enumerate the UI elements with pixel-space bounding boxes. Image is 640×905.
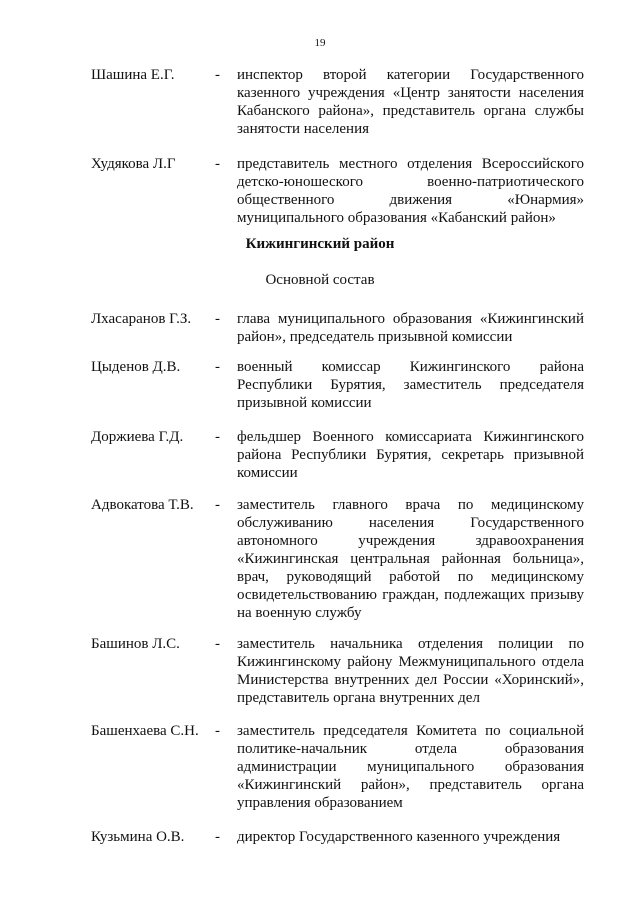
member-description: военный комиссар Кижингинского района Республики Бурятия, заместитель председателя призывной комиссии [237,359,584,411]
member-name: Худякова Л.Г [91,156,176,172]
member-description: фельдшер Военного комиссариата Кижингинского района Республики Бурятия, секретарь призывной комиссии [237,429,584,481]
member-dash: - [215,67,220,83]
member-name: Шашина Е.Г. [91,67,175,83]
section-heading: Кижингинский район [245,236,395,252]
member-dash: - [215,359,220,375]
member-description: директор Государственного казенного учреждения [237,829,561,845]
member-dash: - [215,429,220,445]
member-name: Башенхаева С.Н. [91,723,199,739]
page-number: 19 [314,37,326,49]
member-description: глава муниципального образования «Кижингинский район», председатель призывной комиссии [237,311,584,345]
member-dash: - [215,829,220,845]
member-name: Цыденов Д.В. [91,359,181,375]
member-dash: - [215,311,220,327]
member-name: Лхасаранов Г.З. [91,311,192,327]
member-dash: - [215,723,220,739]
member-dash: - [215,497,220,513]
section-subheading: Основной состав [265,272,375,288]
member-description: представитель местного отделения Всероссийского детско-юношеского военно-патриотического общественного движения «Юнармия» муниципального образования «Кабанский район» [237,156,584,226]
member-description: заместитель начальника отделения полиции по Кижингинскому району Межмуниципального отдела Министерства внутренних дел России «Хоринский», представитель органа внутренних дел [237,636,584,706]
member-description: инспектор второй категории Государственного казенного учреждения «Центр занятости населения Кабанского района», представитель органа службы занятости населения [237,67,584,137]
member-description: заместитель председателя Комитета по социальной политике-начальник отдела образования администрации муниципального образования «Кижингинский район», представитель органа управления образованием [237,723,584,811]
member-dash: - [215,156,220,172]
member-name: Кузьмина О.В. [91,829,185,845]
member-name: Башинов Л.С. [91,636,180,652]
member-name: Адвокатова Т.В. [91,497,194,513]
member-name: Доржиева Г.Д. [91,429,184,445]
member-dash: - [215,636,220,652]
member-description: заместитель главного врача по медицинскому обслуживанию населения Государственного автономного учреждения здравоохранения «Кижингинская центральная районная больница», врач, руководящий работой по медицинскому освидетельствованию граждан, подлежащих призыву на военную службу [237,497,584,621]
